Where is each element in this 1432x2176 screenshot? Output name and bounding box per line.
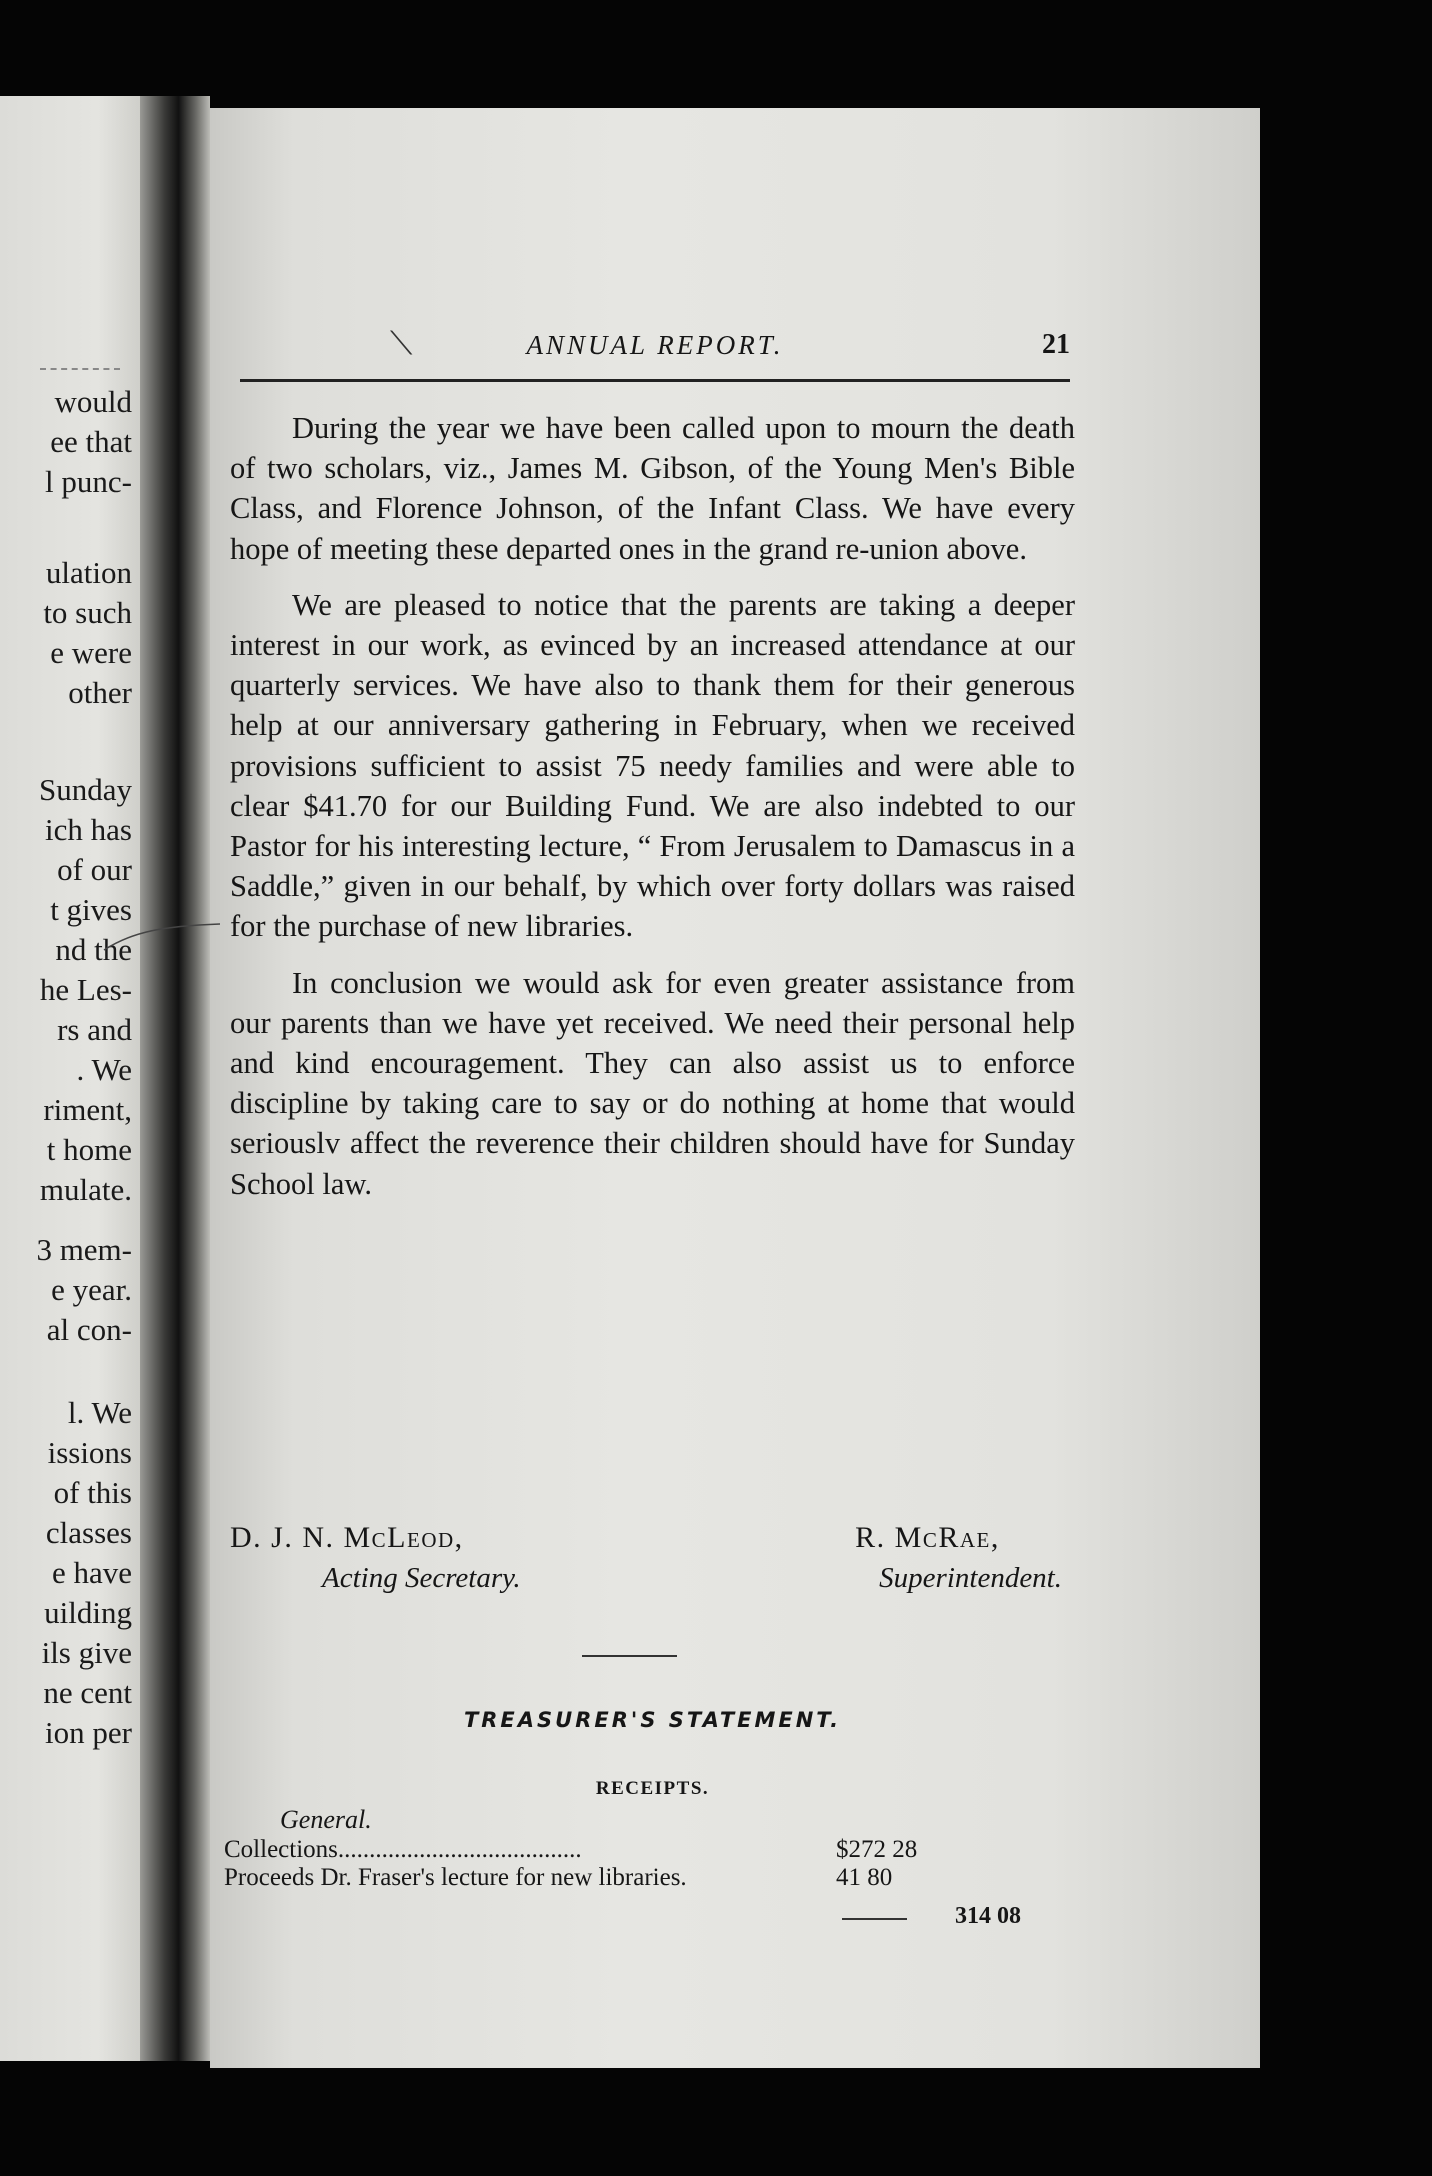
ledger-amount: 41 80 <box>836 1864 893 1891</box>
left-page-line: ion per <box>45 1715 132 1750</box>
left-page-line: e were <box>50 635 132 670</box>
ledger-amount: $272 28 <box>836 1836 918 1863</box>
left-page-line: nd the <box>55 932 132 967</box>
left-page-line: to such <box>43 595 132 630</box>
book-gutter <box>140 96 210 2061</box>
left-page-line: al con- <box>46 1312 132 1347</box>
report-page <box>210 108 1260 2068</box>
left-page-line: Sunday <box>39 772 132 807</box>
left-page-line: of our <box>57 852 132 887</box>
treasurer-heading: TREASURER'S STATEMENT. <box>463 1708 842 1732</box>
running-head <box>240 323 1070 367</box>
left-page-line: ils give <box>41 1635 132 1670</box>
report-body <box>230 408 1075 1220</box>
left-page-line: classes <box>45 1515 132 1550</box>
left-page-line: e year. <box>51 1272 132 1307</box>
left-page-line: mulate. <box>39 1172 132 1207</box>
left-page-line: ulation <box>45 555 132 590</box>
receipts-ledger <box>224 1836 1064 1892</box>
ledger-total: 314 08 <box>955 1903 1021 1929</box>
general-label: General. <box>280 1805 372 1834</box>
left-facing-page <box>0 96 140 2061</box>
left-page-line: e have <box>51 1555 132 1590</box>
left-page-line: t gives <box>50 892 132 927</box>
left-page-line: l. We <box>67 1395 132 1430</box>
left-page-line: uilding <box>44 1595 132 1630</box>
header-rule <box>240 379 1070 382</box>
left-page-rule <box>40 368 120 370</box>
left-page-line: ich has <box>45 812 132 847</box>
superintendent-name: R. McRae, <box>855 1521 1000 1554</box>
left-page-line: riment, <box>43 1092 132 1127</box>
left-page-line: l punc- <box>45 464 132 499</box>
running-title: ANNUAL REPORT. <box>526 330 784 360</box>
superintendent-title: Superintendent. <box>879 1562 1062 1594</box>
paragraph-mourning: During the year we have been called upon to mourn the death of two scholars, viz., James M. Gibson, of the Young Men's Bible Class, and Florence Johnson, of the Infant Class. We have every hope of meeting these departed ones in the grand re-union above. <box>230 411 1075 566</box>
receipts-heading: RECEIPTS. <box>595 1778 710 1799</box>
left-page-line: other <box>68 675 132 710</box>
ledger-label: Collections....................................... <box>224 1836 582 1863</box>
ledger-row <box>224 1836 1064 1864</box>
left-page-line: of this <box>53 1475 132 1510</box>
pencil-mark-icon: ⟍ <box>390 325 413 361</box>
paragraph-conclusion: In conclusion we would ask for even greater assistance from our parents than we have yet received. We need their personal help and kind encouragement. They can also assist us to enforce discipline by taking care to say or do nothing at home that would seriouslv affect the reverence their children should have for Sunday School law. <box>230 965 1075 1201</box>
left-page-line: he Les- <box>39 972 132 1007</box>
ledger-sum-rule <box>842 1918 907 1920</box>
left-page-line: ee that <box>50 424 132 459</box>
section-divider <box>582 1655 677 1657</box>
secretary-title: Acting Secretary. <box>322 1562 521 1594</box>
left-page-line: ne cent <box>43 1675 132 1710</box>
left-page-line: issions <box>47 1435 132 1470</box>
left-page-line: . We <box>76 1052 132 1087</box>
left-page-line: would <box>54 384 132 419</box>
left-page-line: rs and <box>57 1012 132 1047</box>
page-number: 21 <box>1042 329 1070 360</box>
ledger-label: Proceeds Dr. Fraser's lecture for new libraries. <box>224 1864 687 1891</box>
left-page-line: 3 mem- <box>36 1232 132 1267</box>
paragraph-parents: We are pleased to notice that the parents are taking a deeper interest in our work, as evinced by an increased attendance at our quarterly services. We have also to thank them for their generous help at our anniversary gathering in February, when we received provisions sufficient to assist 75 needy families and were able to clear $41.70 for our Building Fund. We are also indebted to our Pastor for his interesting lecture, “ From Jerusalem to Damascus in a Saddle,” given in our behalf, by which over forty dollars was raised for the purchase of new libraries. <box>230 587 1075 944</box>
signatures <box>230 1518 1062 1608</box>
secretary-name: D. J. N. McLeod, <box>230 1521 464 1554</box>
pencil-stroke-icon <box>102 922 222 952</box>
ledger-row <box>224 1864 1064 1892</box>
signature-superintendent <box>855 1518 1062 1598</box>
left-page-line: t home <box>46 1132 132 1167</box>
signature-secretary <box>230 1518 521 1598</box>
